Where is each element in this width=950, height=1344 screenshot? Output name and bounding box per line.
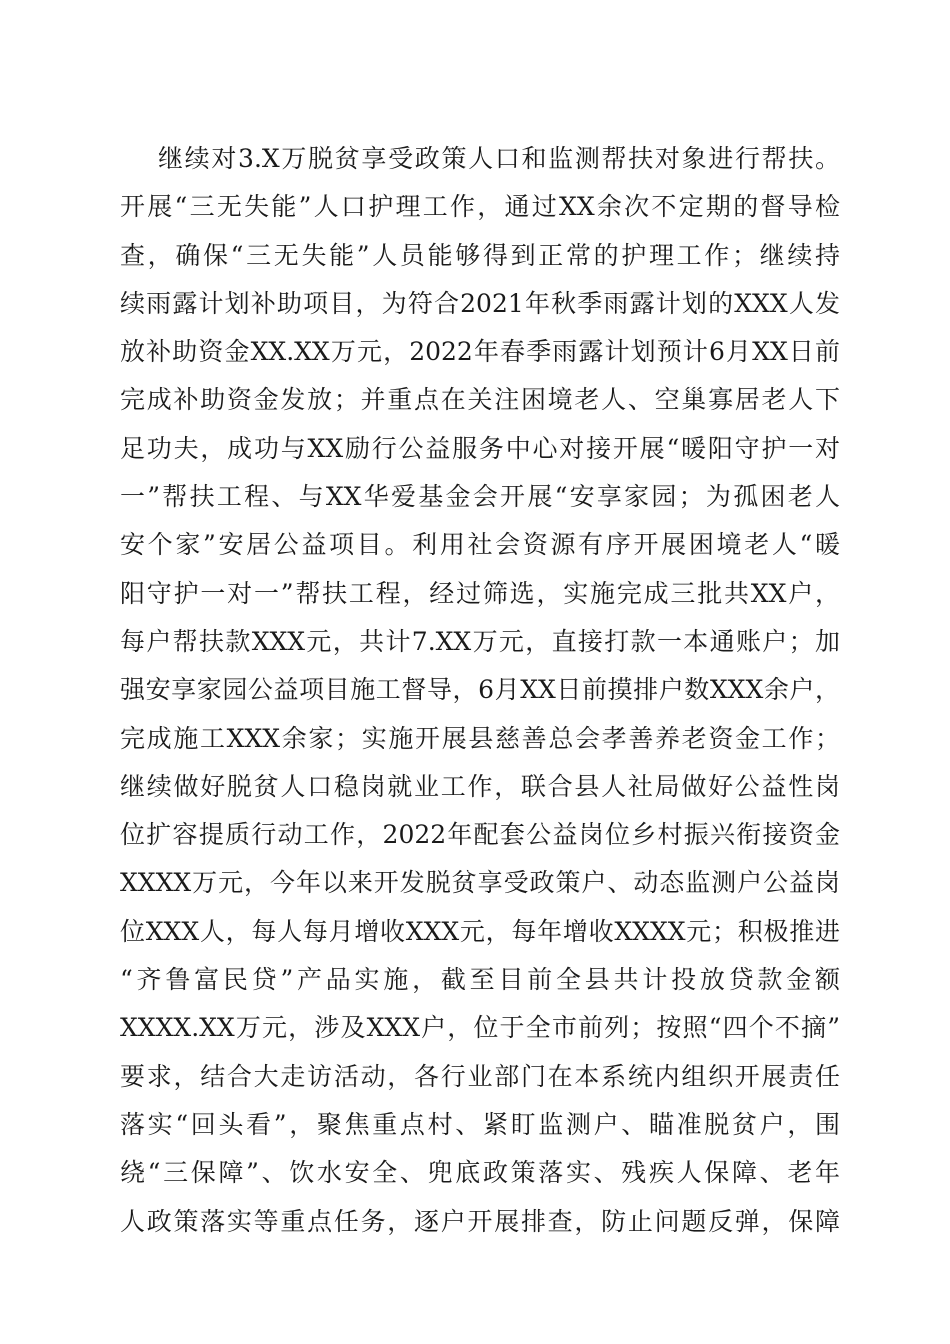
body-paragraph bbox=[120, 135, 840, 1246]
text-line: 续雨露计划补助项目，为符合2021年秋季雨露计划的XXX人发 bbox=[120, 288, 840, 318]
text-line: 继续做好脱贫人口稳岗就业工作，联合县人社局做好公益性岗 bbox=[120, 771, 840, 801]
text-line: 查，确保“三无失能”人员能够得到正常的护理工作；继续持 bbox=[120, 240, 840, 270]
text-line: 位XXX人，每人每月增收XXX元，每年增收XXXX元；积极推进 bbox=[120, 916, 840, 946]
text-line: 阳守护一对一”帮扶工程，经过筛选，实施完成三批共XX户， bbox=[120, 578, 840, 608]
text-line: 足功夫，成功与XX励行公益服务中心对接开展“暖阳守护一对 bbox=[120, 433, 840, 463]
text-line: 位扩容提质行动工作，2022年配套公益岗位乡村振兴衔接资金 bbox=[120, 820, 840, 850]
text-line: 完成补助资金发放；并重点在关注困境老人、空巢寡居老人下 bbox=[120, 385, 840, 415]
text-line: 一”帮扶工程、与XX华爱基金会开展“安享家园；为孤困老人 bbox=[120, 482, 840, 512]
text-line: 完成施工XXX余家；实施开展县慈善总会孝善养老资金工作； bbox=[120, 723, 840, 753]
text-line: 强安享家园公益项目施工督导，6月XX日前摸排户数XXX余户， bbox=[120, 675, 840, 705]
text-line: 要求，结合大走访活动，各行业部门在本系统内组织开展责任 bbox=[120, 1061, 840, 1091]
text-line: XXXX.XX万元，涉及XXX户，位于全市前列；按照“四个不摘” bbox=[120, 1013, 840, 1043]
text-line: 开展“三无失能”人口护理工作，通过XX余次不定期的督导检 bbox=[120, 192, 840, 222]
text-line: 落实“回头看”，聚焦重点村、紧盯监测户、瞄准脱贫户，围 bbox=[120, 1109, 840, 1139]
text-line: 每户帮扶款XXX元，共计7.XX万元，直接打款一本通账户；加 bbox=[120, 626, 840, 656]
text-line: 放补助资金XX.XX万元，2022年春季雨露计划预计6月XX日前 bbox=[120, 337, 840, 367]
text-line: 继续对3.X万脱贫享受政策人口和监测帮扶对象进行帮扶。 bbox=[158, 144, 840, 173]
text-line: 人政策落实等重点任务，逐户开展排查，防止问题反弹，保障 bbox=[120, 1206, 840, 1236]
text-line: 绕“三保障”、饮水安全、兜底政策落实、残疾人保障、老年 bbox=[120, 1158, 840, 1188]
text-line: 安个家”安居公益项目。利用社会资源有序开展困境老人“暖 bbox=[120, 530, 840, 560]
text-line: “齐鲁富民贷”产品实施，截至目前全县共计投放贷款金额 bbox=[120, 965, 840, 995]
text-line: XXXX万元，今年以来开发脱贫享受政策户、动态监测户公益岗 bbox=[120, 868, 840, 898]
